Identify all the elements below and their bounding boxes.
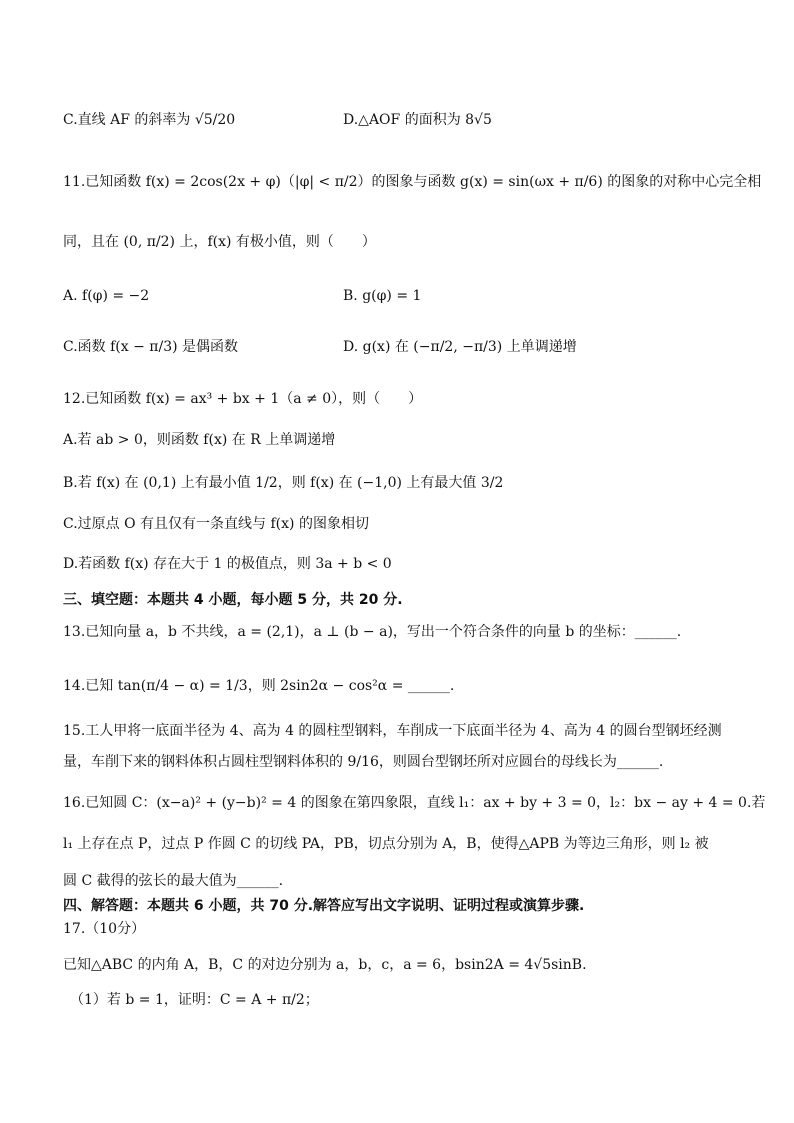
option-right-l1: D.△AOF 的面积为 8√5 (343, 112, 492, 128)
text-line-l20: 17.（10分） (63, 921, 146, 937)
text-line-l11: 三、填空题：本题共 4 小题，每小题 5 分，共 20 分. (63, 592, 403, 608)
text-line-l3: 同，且在 (0, π/2) 上，f(x) 有极小值，则（ ） (63, 234, 376, 250)
text-line-l17: l₁ 上存在点 P，过点 P 作圆 C 的切线 PA，PB，切点分别为 A，B，使得△APB 为等边三角形，则 l₂ 被 (63, 836, 709, 852)
option-right-l4: B. g(φ) = 1 (343, 288, 422, 304)
text-line-l16: 16.已知圆 C：(x−a)² + (y−b)² = 4 的图象在第四象限，直线 l₁：ax + by + 3 = 0，l₂：bx − ay + 4 = 0.若 (63, 795, 766, 811)
text-line-l7: A.若 ab > 0，则函数 f(x) 在 R 上单调递增 (63, 432, 336, 448)
text-line-l15: 量，车削下来的钢料体积占圆柱型钢料体积的 9/16，则圆台型钢坯所对应圆台的母线长为______. (63, 754, 664, 770)
option-right-l5: D. g(x) 在 (−π/2, −π/3) 上单调递增 (343, 339, 577, 355)
text-line-l21: 已知△ABC 的内角 A，B，C 的对边分别为 a，b，c，a = 6，bsin2A = 4√5sinB. (63, 957, 587, 973)
text-line-l19: 四、解答题：本题共 6 小题，共 70 分.解答应写出文字说明、证明过程或演算步骤. (63, 898, 585, 914)
text-line-l13: 14.已知 tan(π/4 − α) = 1/3，则 2sin2α − cos²α = ______. (63, 678, 455, 694)
text-line-l9: C.过原点 O 有且仅有一条直线与 f(x) 的图象相切 (63, 516, 369, 532)
text-line-l6: 12.已知函数 f(x) = ax³ + bx + 1（a ≠ 0），则（ ） (63, 391, 423, 407)
text-line-l4: A. f(φ) = −2 (63, 288, 150, 304)
text-line-l14: 15.工人甲将一底面半径为 4、高为 4 的圆柱型钢料，车削成一下底面半径为 4、高为 4 的圆台型钢坯经测 (63, 723, 722, 739)
text-line-l10: D.若函数 f(x) 存在大于 1 的极值点，则 3a + b < 0 (63, 556, 392, 572)
text-line-l12: 13.已知向量 a，b 不共线，a = (2,1)，a ⊥ (b − a)，写出一个符合条件的向量 b 的坐标：______. (63, 624, 682, 640)
text-line-l18: 圆 C 截得的弦长的最大值为______. (63, 873, 284, 889)
text-line-l2: 11.已知函数 f(x) = 2cos(2x + φ)（|φ| < π/2）的图象与函数 g(x) = sin(ωx + π/6) 的图象的对称中心完全相 (63, 174, 762, 190)
text-line-l8: B.若 f(x) 在 (0,1) 上有最小值 1/2，则 f(x) 在 (−1,0) 上有最大值 3/2 (63, 475, 504, 491)
text-line-l5: C.函数 f(x − π/3) 是偶函数 (63, 339, 239, 355)
text-line-l22: （1）若 b = 1，证明：C = A + π/2； (70, 992, 319, 1008)
text-line-l1: C.直线 AF 的斜率为 √5/20 (63, 112, 236, 128)
